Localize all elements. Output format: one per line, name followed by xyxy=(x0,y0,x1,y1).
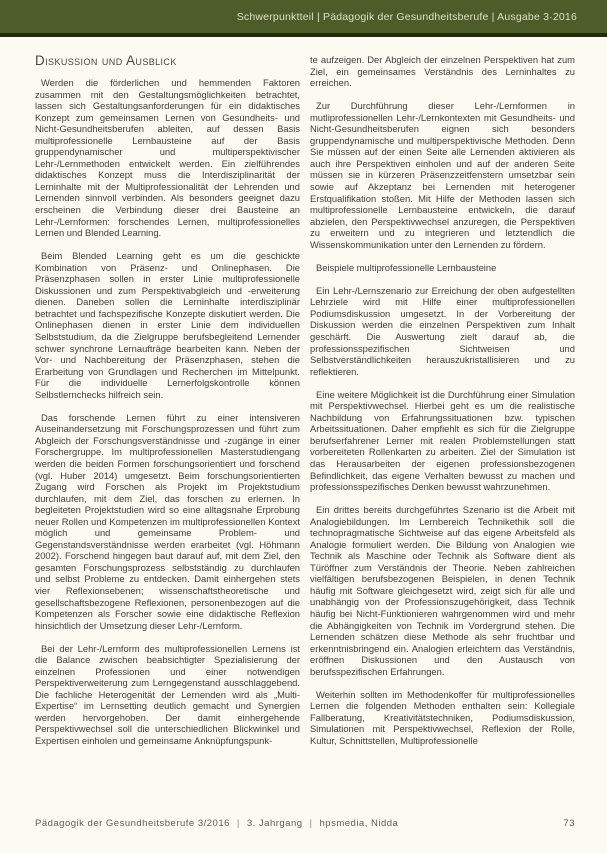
paragraph: Ein drittes bereits durchgeführtes Szenario ist die Arbeit mit Analogiebildungen. Im Lernbereich Technikethik soll die technopragmatische Sichtweise auf das eigene Arbeitsfeld als Analogie formuliert werden. Die Bildung von Analogien wie Technik als Maschine oder Technik als Software dient als Türöffner zum Verständnis der Theorie. Neben zahlreichen vielfältigen berufsbezogenen Beispielen, in denen Technik häufig mit Software gleichgesetzt wird, zeigt sich für alle und unabhängig von der Professionszugehörigkeit, dass Technik häufig bei Nicht-Funktionieren wahrgenommen wird und mehr die Abhängigkeiten von Technik im Vordergrund stehen. Die Lernenden schätzen diese Methode als sehr fruchtbar und erkenntnisbringend ein. Analogien erleichtern das Verständnis, eröffnen Diskussionen und den Austausch von berufsspezifischen Erfahrungen. xyxy=(310,504,575,677)
paragraph: te aufzeigen. Der Abgleich der einzelnen Perspektiven hat zum Ziel, ein gemeinsames Verständnis des Lerninhaltes zu erreichen. xyxy=(310,54,575,89)
paragraph: Beim Blended Learning geht es um die geschickte Kombination von Präsenz- und Onlinephasen. Die Präsenzphasen sollen in erster Linie multiprofessionelle Diskussionen und zum Perspektivabgleich und -erweiterung dienen. Daneben sollen die Lerninhalte interdisziplinär betrachtet und fachspezifische Konzepte diskutiert werden. Die Onlinephasen dienen in erster Linie dem individuellen Selbststudium, da die Zielgruppe berufsbegleitend Lernender schwer synchrone Lernaufträge bearbeiten kann. Neben der Vor- und Nachbereitung der Präsenzphasen, stehen die Erarbeitung von Grundlagen und Recherchen im Mittelpunkt. Für die individuelle Lernerfolgskontrolle können Selbstlernchecks hilfreich sein. xyxy=(35,250,300,400)
header-bar xyxy=(0,0,607,37)
header-bar-text: Schwerpunktteil | Pädagogik der Gesundheitsberufe | Ausgabe 3·2016 xyxy=(236,10,577,23)
subsection-heading: Beispiele multiprofessionelle Lernbausteine xyxy=(316,261,497,273)
paragraph: Werden die förderlichen und hemmenden Faktoren zusammen mit den Gestaltungsmöglichkeiten betrachtet, lassen sich Gestaltungsanforderungen für ein didaktisches Konzept zum gemeinsamen Lernen von Gesundheits- und Nicht-Gesundheitsberufen ableiten, auf dessen Basis multiprofessionelle Lernbausteine auf der Basis gruppendynamischer und multiperspektivischer Lehr-/Lernmethoden entwickelt werden. Ein zielführendes didaktisches Konzept muss die Interdisziplinarität der Lerninhalte mit der Multiprofessionalität der Lehrenden und Lernenden sinnvoll verbinden. Als besonders geeignet dazu erscheinen die Verbindung dieser drei Bausteine an Lehr-/Lernformen: forschendes Lernen, multiprofessionelles Lernen und Blended Learning. xyxy=(35,77,300,239)
page-footer xyxy=(35,818,575,829)
footer-journal-name: Pädagogik der Gesundheitsberufe 3/2016 xyxy=(35,818,230,829)
article-body xyxy=(0,37,607,747)
paragraph: Zur Durchführung dieser Lehr-/Lernformen in mutliprofessionellen Lehr-/Lernkontexten mit Gesundheits- und Nicht-Gesundheitsberufen eignen sich besonders gruppendynamische und multiperspektivische Methoden. Denn Sie müssen auf der einen Seite alle Lernenden aktivieren als auch ihre Perspektiven einholen und auf der anderen Seite müssen sie in kürzeren Präsenzzeitfenstern umsetzbar sein sowie auf Akzeptanz bei Lernenden mit heterogener Erstqualifikation stoßen. Mit Hilfe der Methoden lassen sich multiprofessionelle Lernbausteine entwickeln, die darauf abzielen, den Perspektivwechsel anzuregen, die Perspektiven zu erweitern und zu integrieren und letztendlich die Wissenskommunikation unter den Lernenden zu fördern. xyxy=(310,100,575,250)
footer-imprint xyxy=(35,818,398,829)
paragraph: Weiterhin sollten im Methodenkoffer für multiprofessionelles Lernen die folgenden Methoden enthalten sein: Kollegiale Fallberatung, Kreativitätstechniken, Podiumsdiskussion, Simulationen mit Perspektivwechsel, Reflexion der Rolle, Kultur, Schnittstellen, Multiprofessionelle xyxy=(310,688,575,746)
footer-separator: | xyxy=(309,818,313,829)
paragraph: Ein Lehr-/Lernszenario zur Erreichung der oben aufgestellten Lehrziele wird mit Hilfe einer multiprofessionellen Podiumsdiskussion umgesetzt. In der Vorbereitung der Diskussion werden die einzelnen Perspektiven zum Inhalt geschärft. Die Auswertung zielt darauf ab, die professionsspezifischen Sichtweisen und Selbstverständlichkeiten herauszukristallisieren und zu reflektieren. xyxy=(310,284,575,377)
footer-separator: | xyxy=(236,818,240,829)
right-column xyxy=(310,54,575,747)
paragraph: Das forschende Lernen führt zu einer intensiveren Auseinandersetzung mit Forschungsprozessen und führt zum Abgleich der Forschungsverständnisse und -zugänge in einer Forschergruppe. Im multiprofessionellen Masterstudiengang werden die beiden Formen forschungsorientiert und forschend (vgl. Huber 2014) umgesetzt. Beim forschungsorientierten Zugang wird Forschen als Projekt im Projektstudium durchlaufen, mit dem Ziel, das forschen zu erlernen. In begleiteten Projektstudien wird so eine alltagsnahe Erprobung neuer Rollen und Kompetenzen im multiprofessionellen Kontext möglich und gemeinsame Problem- und Gegenstandsverständnisse werden erarbeitet (vgl. Höhmann 2002). Forschend hingegen baut darauf auf, mit dem Ziel, den gesamten Forschungsprozess selbstständig zu durchlaufen und selbst Probleme zu entdecken. Damit einhergehen stets vier Reflexionsebenen; wissenschaftstheoretische und gesellschaftsbezogene Reflexionen, personenbezogen auf die Kompetenzen als Forscher sowie eine didaktische Reflexion hinsichtlich der Umsetzung dieser Lehr-/Lernform. xyxy=(35,411,300,631)
paragraph: Bei der Lehr-/Lernform des multiprofessionellen Lernens ist die Balance zwischen beabsichtigter Spezialisierung der einzelnen Professionen und einer notwendigen Perspektiverweiterung zum Lerngegenstand ausschlaggebend. Die fachliche Heterogenität der Lernenden wird als „Multi-Expertise“ im Lernsetting deutlich gemacht und Synergien werden hervorgehoben. Der damit einhergehende Perspektivwechsel soll die unterschiedlichen Blickwinkel und Expertisen einholen und gemeinsame Anknüpfungspunk- xyxy=(35,642,300,747)
section-title: Diskussion und Ausblick xyxy=(35,53,177,68)
paragraph: Eine weitere Möglichkeit ist die Durchführung einer Simulation mit Perspektivwechsel. Hierbei geht es um die realistische Nachbildung von Erfahrungssituationen bzw. typischen Arbeitssituationen. Daher empfiehlt es sich für die Zielgruppe berufserfahrener Lerner mit realen Problemstellungen statt vorbereiteten Rollenkarten zu arbeiten. Ziel der Simulation ist das Herausarbeiten der eigenen professionsbezogenen Befindlichkeit, das eigene Verhalten bewusst zu machen und professionsspezifisches Denken bewusst wahrzunehmen. xyxy=(310,388,575,493)
footer-volume: 3. Jahrgang xyxy=(246,818,303,829)
footer-publisher: hpsmedia, Nidda xyxy=(319,818,399,829)
page-number: 73 xyxy=(563,818,575,829)
left-column xyxy=(35,54,300,747)
